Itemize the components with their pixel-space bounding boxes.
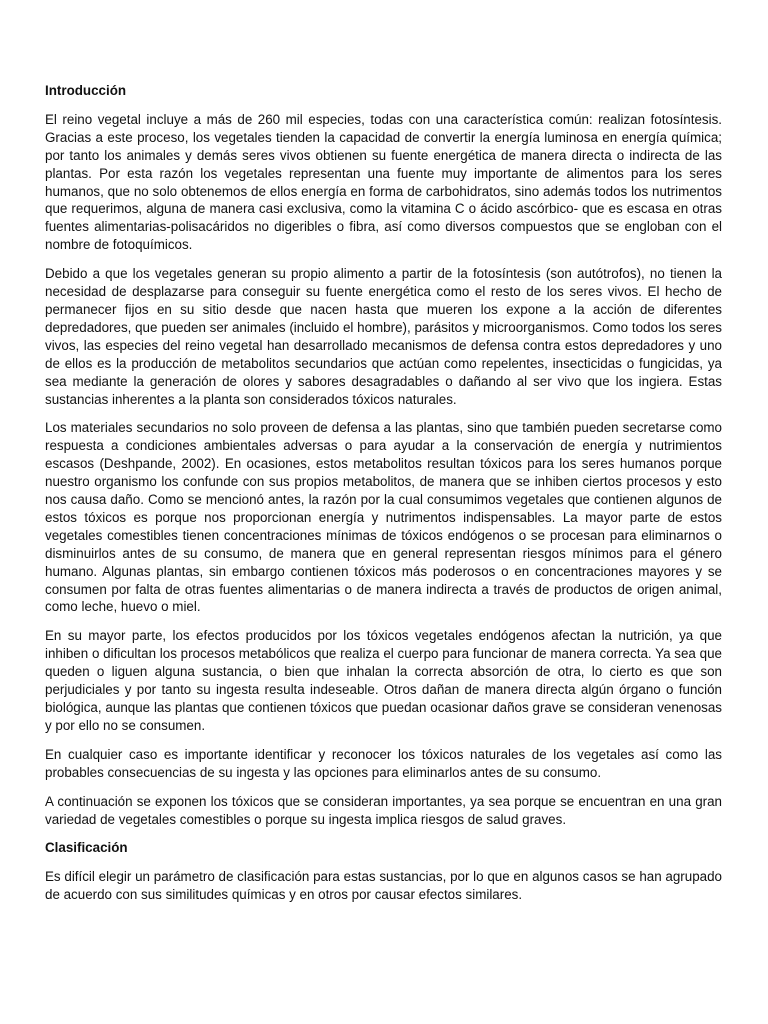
section-heading-clasificacion: Clasificación	[45, 840, 128, 856]
paragraph: En cualquier caso es importante identificar y reconocer los tóxicos naturales de los vegetales así como las probables consecuencias de su ingesta y las opciones para eliminarlos antes de su consumo.	[45, 746, 722, 780]
paragraph: Debido a que los vegetales generan su propio alimento a partir de la fotosíntesis (son autótrofos), no tienen la necesidad de desplazarse para conseguir su fuente energética como el resto de los seres vivos. El hecho de permanecer fijos en su sitio desde que nacen hasta que mueren los expone a la acción de diferentes depredadores, que pueden ser animales (incluido el hombre), parásitos y microorganismos. Como todos los seres vivos, las especies del reino vegetal han desarrollado mecanismos de defensa contra estos depredadores y uno de ellos es la producción de metabolitos secundarios que actúan como repelentes, insecticidas o fungicidas, ya sea mediante la generación de olores y sabores desagradables o dañando al ser vivo que los ingiera. Estas sustancias inherentes a la planta son considerados tóxicos naturales.	[45, 266, 722, 407]
paragraph: En su mayor parte, los efectos producidos por los tóxicos vegetales endógenos afectan la nutrición, ya que inhiben o dificultan los procesos metabólicos que realiza el cuerpo para funcionar de manera correcta. Ya sea que queden o liguen alguna sustancia, o bien que inhalan la correcta absorción de otra, lo cierto es que son perjudiciales y por tanto su ingesta resulta indeseable. Otros dañan de manera directa algún órgano o función biológica, aunque las plantas que contienen tóxicos que puedan ocasionar daños grave se consideran venenosas y por ello no se consumen.	[45, 628, 722, 733]
paragraph: El reino vegetal incluye a más de 260 mil especies, todas con una característica común: realizan fotosíntesis. Gracias a este proceso, los vegetales tienden la capacidad de convertir la energía luminosa en energía química; por tanto los animales y demás seres vivos obtienen su fuente energética de manera directa o indirecta de las plantas. Por esta razón los vegetales representan una fuente muy importante de alimentos para los seres humanos, que no solo obtenemos de ellos energía en forma de carbohidratos, sino además todos los nutrimentos que requerimos, alguna de manera casi exclusiva, como la vitamina C o ácido ascórbico- que es escasa en otras fuentes alimentarias-polisacáridos no digeribles o fibra, así como diversos compuestos que se engloban con el nombre de fotoquímicos.	[45, 111, 722, 253]
paragraph: A continuación se exponen los tóxicos que se consideran importantes, ya sea porque se encuentran en una gran variedad de vegetales comestibles o porque su ingesta implica riesgos de salud graves.	[45, 793, 722, 827]
paragraph: Es difícil elegir un parámetro de clasificación para estas sustancias, por lo que en algunos casos se han agrupado de acuerdo con sus similitudes químicas y en otros por causar efectos similares.	[45, 869, 722, 903]
section-heading-introduccion: Introducción	[45, 83, 127, 98]
document-page	[45, 82, 722, 915]
paragraph: Los materiales secundarios no solo proveen de defensa a las plantas, sino que también pueden secretarse como respuesta a condiciones ambientales adversas o para ayudar a la conservación de energía y nutrimientos escasos (Deshpande, 2002). En ocasiones, estos metabolitos resultan tóxicos para los seres humanos porque nuestro organismo los confunde con sus propios metabolitos, de manera que se inhiben ciertos procesos y esto nos causa daño. Como se mencionó antes, la razón por la cual consumimos vegetales que contienen algunos de estos tóxicos es porque nos proporcionan energía y nutrimentos indispensables. La mayor parte de estos vegetales comestibles tienen concentraciones mínimas de tóxicos endógenos o se procesan para eliminarnos o disminuirlos antes de su consumo, de manera que en general representan riesgos mínimos para el género humano. Algunas plantas, sin embargo contienen tóxicos más poderosos o en concentraciones mayores y se consumen por falta de otras fuentes alimentarias o de manera indirecta a través de productos de origen animal, como leche, huevo o miel.	[45, 420, 722, 615]
